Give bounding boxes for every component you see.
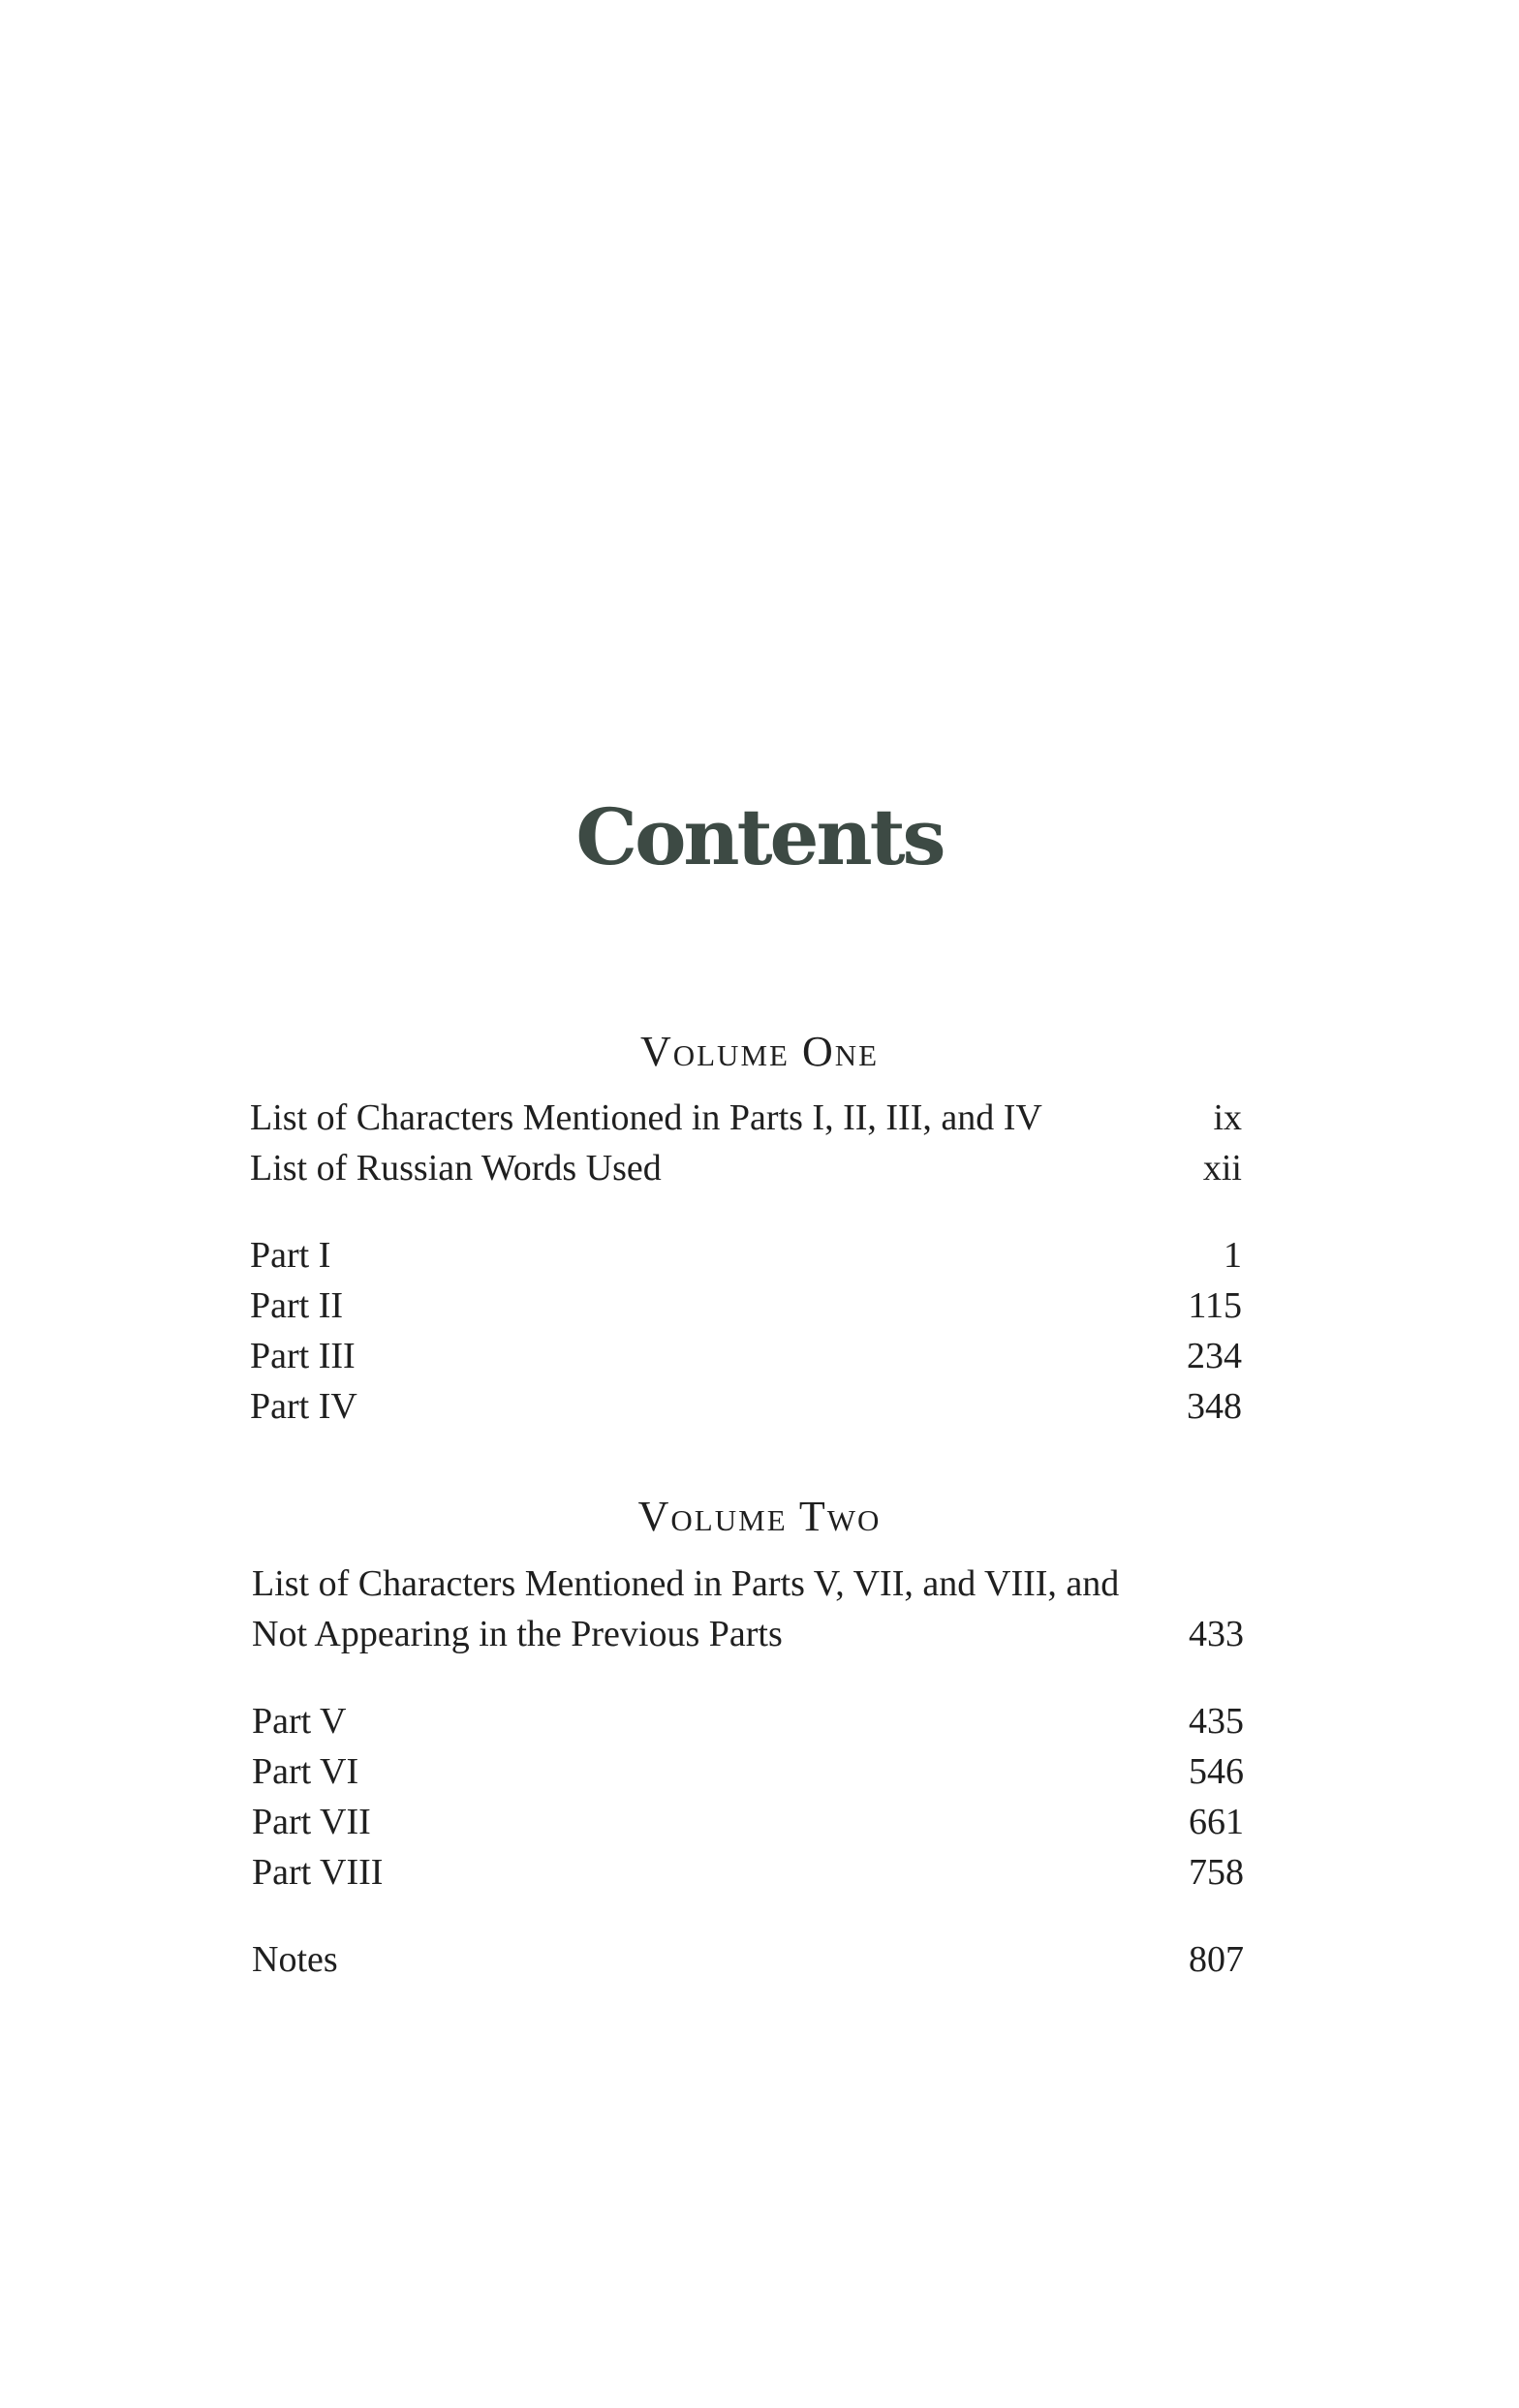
toc-entry-page: 1 — [1224, 1235, 1242, 1276]
toc-entry[interactable] — [250, 1388, 1242, 1433]
toc-entry-page: 234 — [1187, 1336, 1242, 1376]
toc-entry-label: Part VIII — [252, 1852, 384, 1893]
volume-one-heading: Volume One — [639, 1028, 880, 1075]
toc-entry-page: 433 — [1189, 1614, 1244, 1654]
toc-entry-label: List of Russian Words Used — [250, 1148, 662, 1189]
toc-entry[interactable] — [252, 1753, 1244, 1798]
toc-entry[interactable] — [252, 1854, 1244, 1899]
toc-entry-label: Part I — [250, 1235, 331, 1276]
toc-entry-page: 348 — [1187, 1386, 1242, 1427]
toc-entry[interactable] — [250, 1099, 1242, 1144]
toc-entry[interactable] — [252, 1941, 1244, 1986]
toc-entry[interactable] — [250, 1287, 1242, 1332]
toc-entry-label: Part VI — [252, 1751, 359, 1792]
toc-entry-page: 807 — [1189, 1939, 1244, 1980]
toc-entry-label: Part II — [250, 1285, 344, 1326]
toc-entry-label: Part IV — [250, 1386, 357, 1427]
toc-entry-label: List of Characters Mentioned in Parts I, II, III, and IV — [250, 1097, 1042, 1138]
toc-entry-page: 661 — [1189, 1802, 1244, 1842]
toc-entry-label: Notes — [252, 1939, 338, 1980]
toc-entry-page: ix — [1213, 1097, 1242, 1138]
toc-entry-page: xii — [1202, 1148, 1242, 1189]
toc-entry-label: Not Appearing in the Previous Parts — [252, 1614, 783, 1654]
toc-entry-label: Part VII — [252, 1802, 371, 1842]
toc-entry[interactable] — [252, 1616, 1244, 1660]
toc-entry-label: List of Characters Mentioned in Parts V, VII, and VIII, and — [252, 1563, 1120, 1604]
toc-entry[interactable] — [250, 1150, 1242, 1194]
toc-entry[interactable] — [252, 1703, 1244, 1747]
toc-entry-page: 546 — [1189, 1751, 1244, 1792]
toc-entry-page: 758 — [1189, 1852, 1244, 1893]
toc-entry[interactable] — [252, 1804, 1244, 1848]
toc-entry[interactable] — [250, 1338, 1242, 1382]
toc-entry[interactable] — [250, 1237, 1242, 1281]
toc-entry-label: Part III — [250, 1336, 356, 1376]
toc-entry-page: 115 — [1188, 1285, 1242, 1326]
toc-entry-page: 435 — [1189, 1701, 1244, 1742]
toc-entry-label: Part V — [252, 1701, 347, 1742]
page-title: Contents — [575, 790, 944, 882]
volume-two-heading: Volume Two — [637, 1493, 882, 1540]
toc-entry[interactable] — [252, 1565, 1244, 1610]
